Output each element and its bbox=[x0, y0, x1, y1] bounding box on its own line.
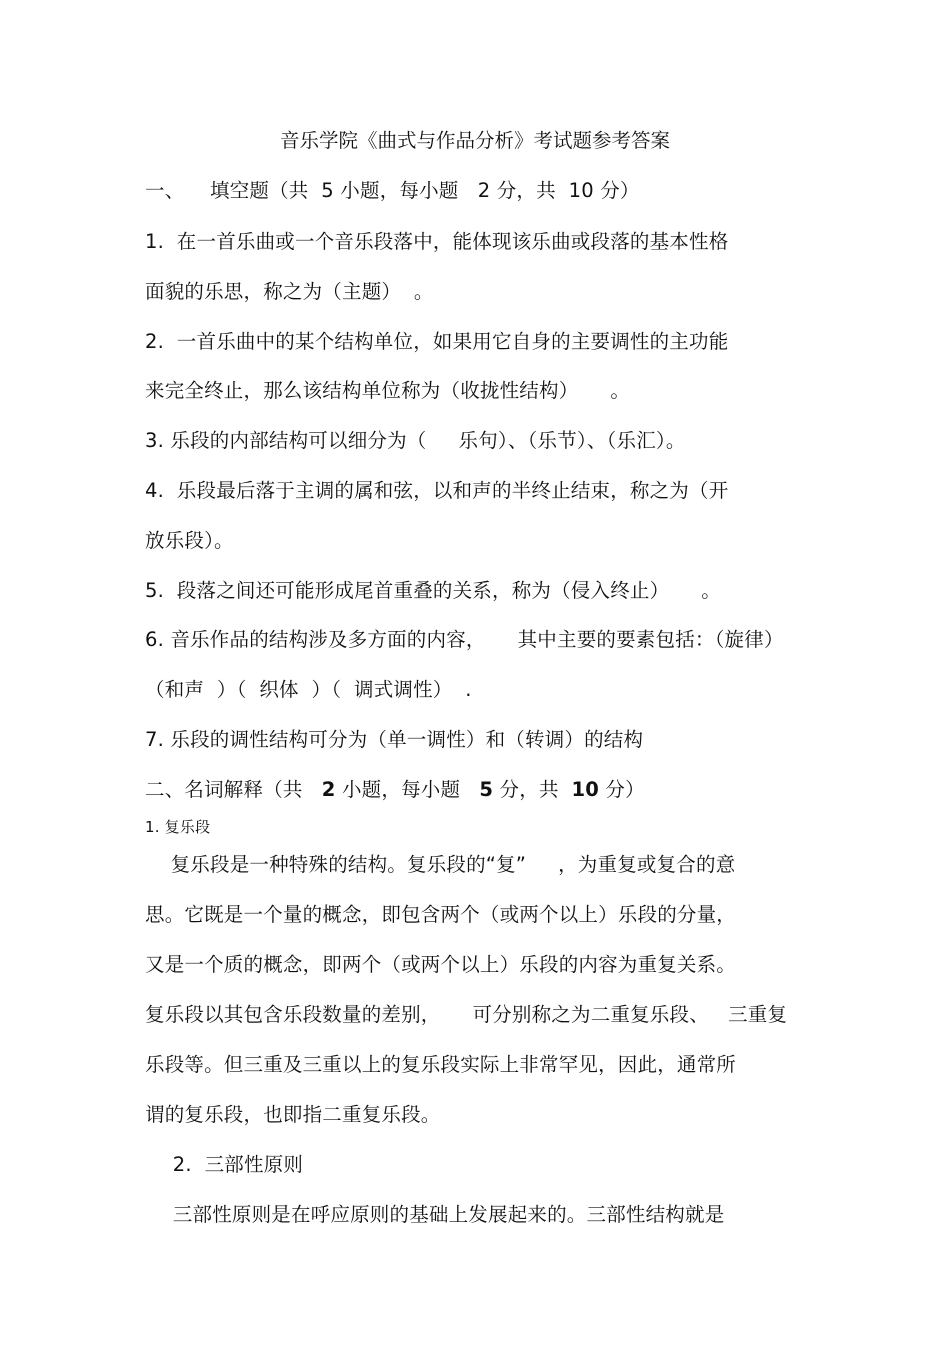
page-title: 音乐学院《曲式与作品分析》考试题参考答案 bbox=[279, 129, 670, 152]
question-6-line-1: 6. 音乐作品的结构涉及多方面的内容， 其中主要的要素包括：（旋律） bbox=[145, 628, 784, 651]
term-1-paragraph-line-5: 乐段等。但三重及三重以上的复乐段实际上非常罕见，因此，通常所 bbox=[145, 1053, 737, 1076]
question-6-line-2: （和声 ）（ 织体 ）（ 调式调性） . bbox=[145, 678, 472, 701]
term-1-paragraph-line-6: 谓的复乐段，也即指二重复乐段。 bbox=[145, 1103, 441, 1126]
term-1-title: 1. 复乐段 bbox=[145, 818, 211, 836]
question-2-line-1: 2. 一首乐曲中的某个结构单位，如果用它自身的主要调性的主功能 bbox=[145, 330, 729, 353]
section-heading-terms bbox=[145, 776, 645, 804]
heading-points-total: 10 bbox=[571, 778, 599, 801]
term-1-paragraph-line-3: 又是一个质的概念，即两个（或两个以上）乐段的内容为重复关系。 bbox=[145, 953, 737, 976]
term-2-paragraph-line-1: 三部性原则是在呼应原则的基础上发展起来的。三部性结构就是 bbox=[160, 1203, 725, 1226]
question-1-line-1: 1. 在一首乐曲或一个音乐段落中，能体现该乐曲或段落的基本性格 bbox=[145, 230, 729, 253]
heading-text: 小题，每小题 bbox=[335, 778, 480, 801]
question-3: 3. 乐段的内部结构可以细分为（ 乐句）、（乐节）、（乐汇）。 bbox=[145, 429, 686, 452]
term-1-paragraph-line-1: 复乐段是一种特殊的结构。复乐段的“复” ，为重复或复合的意 bbox=[145, 853, 736, 876]
term-1-paragraph-line-2: 思。它既是一个量的概念，即包含两个（或两个以上）乐段的分量， bbox=[145, 903, 737, 926]
question-7: 7. 乐段的调性结构可分为（单一调性）和（转调）的结构 bbox=[145, 728, 644, 751]
heading-count: 2 bbox=[321, 778, 336, 801]
heading-points-each: 5 bbox=[479, 778, 494, 801]
question-5: 5. 段落之间还可能形成尾首重叠的关系，称为（侵入终止） 。 bbox=[145, 579, 721, 602]
term-1-paragraph-line-4: 复乐段以其包含乐段数量的差别， 可分别称之为二重复乐段、 三重复 bbox=[145, 1003, 788, 1026]
heading-text: 分） bbox=[599, 778, 645, 801]
term-2-title: 2. 三部性原则 bbox=[160, 1153, 304, 1176]
section-heading-fill-blank: 一、 填空题（共 5 小题，每小题 2 分，共 10 分） bbox=[145, 179, 640, 202]
question-4-line-2: 放乐段）。 bbox=[145, 529, 234, 552]
question-2-line-2: 来完全终止，那么该结构单位称为（收拢性结构） 。 bbox=[145, 379, 631, 402]
question-4-line-1: 4. 乐段最后落于主调的属和弦，以和声的半终止结束，称之为（开 bbox=[145, 479, 729, 502]
question-1-line-2: 面貌的乐思，称之为（主题） 。 bbox=[145, 280, 434, 303]
heading-text: 二、名词解释（共 bbox=[145, 778, 322, 801]
heading-text: 分，共 bbox=[493, 778, 572, 801]
